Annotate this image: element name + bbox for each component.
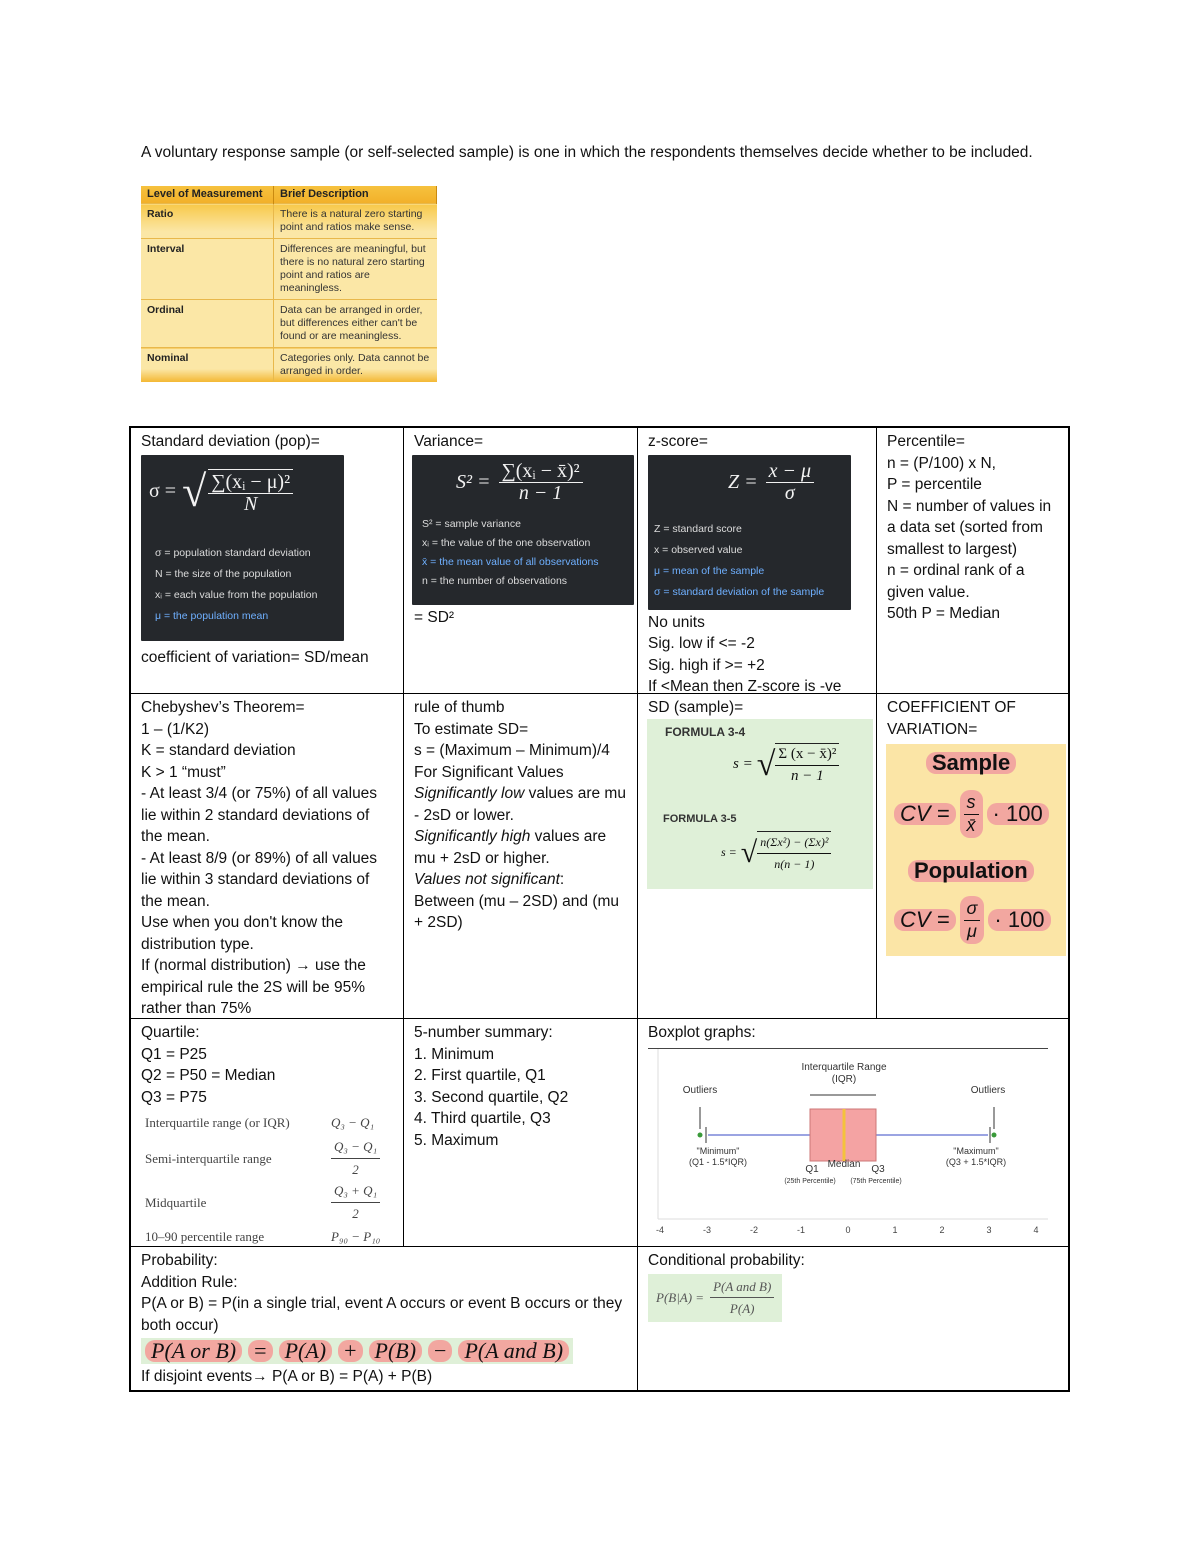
chebyshev-line: - At least 3/4 (or 75%) of all values lie within 2 standard deviations of the mean. [141, 785, 378, 845]
significantly-high-text [414, 826, 627, 869]
cv-sample-numerator: s [964, 792, 979, 815]
percentile-line: N = number of values in a data set (sorted from smallest to largest) [887, 497, 1052, 558]
sd-pop-denominator: N [243, 493, 258, 515]
formula-operator: − [428, 1340, 452, 1362]
chebyshev-line: K = standard deviation [141, 742, 296, 759]
zscore-note: Sig. low if <= -2 [648, 635, 755, 652]
rule-line: s = (Maximum – Minimum)/4 [414, 742, 610, 759]
cell-sd-sample [638, 694, 877, 1019]
not-significant-label: Values not significant [414, 871, 560, 888]
formula-3-4-denominator: n − 1 [791, 768, 824, 784]
formula-3-4-lhs: s = [733, 756, 753, 773]
sd-pop-legend-item: μ = the population mean [155, 609, 269, 622]
axis-tick-label: -2 [749, 1225, 759, 1235]
five-number-line: 5-number summary: [414, 1024, 553, 1041]
cell-zscore [638, 428, 877, 694]
max-label: "Maximum" [953, 1146, 999, 1156]
level-description: Data can be arranged in order, but differences either can't be found or are meaningless. [274, 300, 437, 348]
outlier-point [698, 1133, 703, 1138]
rule-line: For Significant Values [414, 763, 564, 781]
formula-operator: + [338, 1340, 362, 1362]
formula-operator: = [248, 1340, 272, 1362]
zscore-denominator: σ [784, 482, 795, 504]
percentile-line: n = (P/100) x N, [887, 454, 996, 472]
addition-rule-formula [141, 1338, 573, 1364]
cv-title: COEFFICIENT OF VARIATION= [887, 699, 1016, 738]
significantly-high-rest: values are mu + 2sD or higher. [414, 828, 607, 867]
quartile-line: Q3 = P75 [141, 1088, 207, 1106]
table-row [141, 300, 437, 348]
iqr-sublabel: (IQR) [831, 1074, 857, 1085]
zscore-legend-item: x = observed value [654, 543, 743, 556]
range-denominator: 2 [352, 1205, 359, 1221]
cell-cv [877, 694, 1070, 1019]
intro-text: A voluntary response sample (or self-selected sample) is one in which the respondents themselves decide whether to be included. [141, 144, 1033, 161]
significantly-high-label: Significantly high [414, 828, 531, 845]
cv-pop-numerator: σ [964, 898, 981, 921]
level-name: Interval [141, 239, 274, 300]
range-expr: P₉₀ − P₁₀ [331, 1229, 381, 1244]
quartile-line: Q2 = P50 = Median [141, 1067, 276, 1084]
axis-ticks [656, 1225, 1039, 1235]
cell-rule-of-thumb [404, 694, 638, 1019]
min-label: "Minimum" [696, 1146, 740, 1156]
range-name: 10–90 percentile range [145, 1229, 265, 1244]
boxplot-title: Boxplot graphs: [648, 1024, 756, 1041]
axis-tick-label: 2 [939, 1225, 945, 1235]
conditional-lhs: P(B|A) = [656, 1289, 705, 1305]
formula-term: P(A and B) [458, 1340, 569, 1362]
variance-denominator: n − 1 [518, 482, 563, 504]
not-significant-text [414, 869, 627, 934]
cell-percentile [877, 428, 1070, 694]
variance-legend-item: n = the number of observations [422, 574, 568, 587]
quartile-line: Quartile: [141, 1024, 200, 1041]
cv-population-label: Population [908, 860, 1034, 882]
percentile-line: P = percentile [887, 476, 982, 493]
cell-five-number [404, 1019, 638, 1247]
chebyshev-line: K > 1 “must” [141, 763, 226, 781]
chebyshev-line: Use when you don't know the distribution type. [141, 914, 343, 953]
q3-label: Q3 [871, 1164, 885, 1175]
table-row [141, 348, 437, 383]
range-denominator: 2 [352, 1161, 359, 1177]
cell-sd-pop [131, 428, 404, 694]
variance-legend-item: S² = sample variance [422, 517, 521, 530]
chebyshev-line: Chebyshev’s Theorem= [141, 699, 305, 716]
table-header: Level of Measurement [141, 186, 274, 204]
range-name: Midquartile [145, 1195, 207, 1210]
five-number-line: 4. Third quartile, Q3 [414, 1110, 551, 1127]
variance-numerator: ∑(xᵢ − x̄)² [499, 461, 583, 484]
cell-boxplot [638, 1019, 1070, 1247]
sd-pop-lhs: σ = [149, 480, 177, 503]
sd-pop-legend-item: xᵢ = each value from the population [155, 588, 318, 601]
cv-sample-lhs: CV = [894, 803, 956, 825]
probability-line: P(A or B) = P(in a single trial, event A occurs or event B occurs or they both occur) [141, 1295, 623, 1334]
formula-3-5-lhs: s = [721, 845, 737, 860]
table-header-row [141, 186, 437, 204]
cell-quartile [131, 1019, 404, 1247]
table-row [141, 204, 437, 239]
variance-title: Variance= [414, 433, 484, 450]
table-header: Brief Description [274, 186, 437, 204]
max-sublabel: (Q3 + 1.5*IQR) [945, 1157, 1007, 1167]
formula-term: P(B) [369, 1340, 423, 1362]
range-name: Semi-interquartile range [145, 1151, 272, 1166]
outlier-point [992, 1133, 997, 1138]
percentile-line: n = ordinal rank of a given value. [887, 562, 1025, 601]
variance-lhs: S² = [456, 470, 491, 493]
sd-pop-legend-item: N = the size of the population [155, 567, 292, 580]
cv-note: coefficient of variation= SD/mean [141, 648, 369, 666]
cv-pop-lhs: CV = [894, 909, 956, 931]
five-number-line: 3. Second quartile, Q2 [414, 1088, 569, 1106]
variance-formula-image [412, 455, 634, 605]
outliers-right-label: Outliers [970, 1085, 1006, 1096]
axis-tick-label: -4 [655, 1225, 665, 1235]
cv-sample-denominator: x̄ [966, 814, 976, 835]
quartile-ranges-image [141, 1108, 393, 1242]
conditional-title: Conditional probability: [648, 1252, 805, 1269]
formula-grid [129, 426, 1070, 1392]
range-numerator: Q₃ + Q₁ [331, 1180, 380, 1203]
percentile-line: 50th P = Median [887, 605, 1001, 622]
cv-formula-image [886, 744, 1066, 956]
level-name: Ratio [141, 204, 274, 239]
p25-label: (25th Percentile) [784, 1178, 836, 1185]
cell-chebyshev [131, 694, 404, 1019]
significantly-low-label: Significantly low [414, 785, 525, 802]
zscore-note: No units [648, 613, 705, 631]
not-significant-rest: : Between (mu – 2SD) and (mu + 2SD) [414, 871, 620, 931]
sd-sample-title: SD (sample)= [648, 699, 744, 716]
zscore-formula-image [648, 455, 851, 610]
chebyshev-line: 1 – (1/K2) [141, 720, 210, 738]
level-description: There is a natural zero starting point and ratios make sense. [274, 204, 437, 239]
zscore-lhs: Z = [728, 470, 758, 493]
level-name: Nominal [141, 348, 274, 383]
range-numerator: Q₃ − Q₁ [331, 1136, 380, 1159]
chebyshev-line: If (normal distribution) → use the empirical rule the 2S will be 95% rather than 75% [141, 957, 366, 1017]
zscore-legend-item: μ = mean of the sample [654, 564, 765, 577]
cv-pop-rhs: · 100 [988, 909, 1050, 931]
cell-conditional [638, 1247, 1070, 1392]
sd-sample-formula-image: FORMULA 3-4 s = √ $\frac{\text{Σ (x − x̄)²}}{n - 1}$ FORMULA 3-5 s = √ $\frac{\text{n(Σx²) − (Σx)²}}{n(n - 1)}$ [647, 719, 873, 889]
sd-pop-numerator: ∑(xᵢ − μ)² [208, 472, 293, 495]
percentile-line: Percentile= [887, 433, 965, 450]
probability-line: Addition Rule: [141, 1273, 238, 1291]
level-description: Categories only. Data cannot be arranged in order. [274, 348, 437, 383]
formula-term: P(A or B) [145, 1340, 242, 1362]
p75-label: (75th Percentile) [850, 1178, 902, 1185]
axis-tick-label: -3 [702, 1225, 712, 1235]
zscore-legend-item: Z = standard score [654, 522, 742, 535]
axis-tick-label: 1 [892, 1225, 898, 1235]
zscore-note: Sig. high if >= +2 [648, 656, 765, 674]
conditional-formula [648, 1274, 782, 1322]
rule-line: To estimate SD= [414, 720, 529, 738]
rule-line: rule of thumb [414, 699, 505, 716]
cv-sample-rhs: · 100 [987, 803, 1049, 825]
disjoint-note: If disjoint events→ P(A or B) = P(A) + P(B) [141, 1367, 433, 1385]
zscore-numerator: x − μ [766, 461, 814, 484]
cell-variance [404, 428, 638, 694]
variance-legend-item: x̄ = the mean value of all observations [422, 555, 599, 568]
significantly-low-text [414, 783, 627, 826]
range-name: Interquartile range (or IQR) [145, 1115, 290, 1130]
range-expr: Q₃ − Q₁ [331, 1115, 375, 1130]
cell-probability [131, 1247, 638, 1392]
boxplot-diagram [648, 1049, 1060, 1239]
level-name: Ordinal [141, 300, 274, 348]
conditional-denominator: P(A) [729, 1301, 755, 1316]
axis-tick-label: 0 [845, 1225, 851, 1235]
iqr-label: Interquartile Range [801, 1062, 887, 1073]
q1-label: Q1 [805, 1164, 819, 1175]
formula-3-5-label: FORMULA 3-5 [663, 812, 737, 825]
formula-term: P(A) [279, 1340, 333, 1362]
min-sublabel: (Q1 - 1.5*IQR) [688, 1157, 748, 1167]
axis-tick-label: 4 [1033, 1225, 1039, 1235]
five-number-line: 5. Maximum [414, 1131, 499, 1149]
median-label: Median [827, 1159, 861, 1170]
level-description: Differences are meaningful, but there is no natural zero starting point and ratios are meaningless. [274, 239, 437, 300]
chebyshev-line: - At least 8/9 (or 89%) of all values lie within 3 standard deviations of the mean. [141, 849, 378, 910]
formula-3-4-label: FORMULA 3-4 [665, 724, 746, 739]
zscore-legend-item: σ = standard deviation of the sample [654, 585, 825, 598]
significantly-low-rest: values are mu - 2sD or lower. [414, 785, 626, 824]
outliers-left-label: Outliers [682, 1085, 718, 1096]
formula-3-5-denominator: n(n − 1) [774, 857, 815, 871]
table-row [141, 239, 437, 300]
levels-of-measurement-table [141, 186, 437, 382]
quartile-line: Q1 = P25 [141, 1045, 207, 1063]
five-number-line: 2. First quartile, Q1 [414, 1067, 546, 1084]
sd-pop-formula-image: σ = √ $\frac{\text{∑(xᵢ − μ)²}}{N}$ σ = population standard deviation N = the size of the population xᵢ = each value from the population μ = the population mean [141, 455, 344, 641]
cv-sample-label: Sample [926, 752, 1016, 774]
zscore-title: z-score= [648, 433, 708, 450]
variance-note: = SD² [414, 608, 455, 626]
axis-tick-label: -1 [796, 1225, 806, 1235]
axis-tick-label: 3 [986, 1225, 992, 1235]
probability-line: Probability: [141, 1252, 218, 1269]
sd-pop-title: Standard deviation (pop)= [141, 433, 320, 450]
formula-3-5-numerator: n(Σx²) − (Σx)² [757, 832, 831, 855]
five-number-line: 1. Minimum [414, 1045, 495, 1063]
conditional-numerator: P(A and B) [710, 1276, 774, 1299]
zscore-note: If <Mean then Z-score is -ve [648, 678, 842, 695]
cv-pop-denominator: μ [967, 920, 977, 941]
variance-legend-item: xᵢ = the value of the one observation [422, 536, 591, 549]
sd-pop-legend-item: σ = population standard deviation [155, 546, 311, 559]
formula-3-4-numerator: Σ (x − x̄)² [775, 744, 839, 767]
